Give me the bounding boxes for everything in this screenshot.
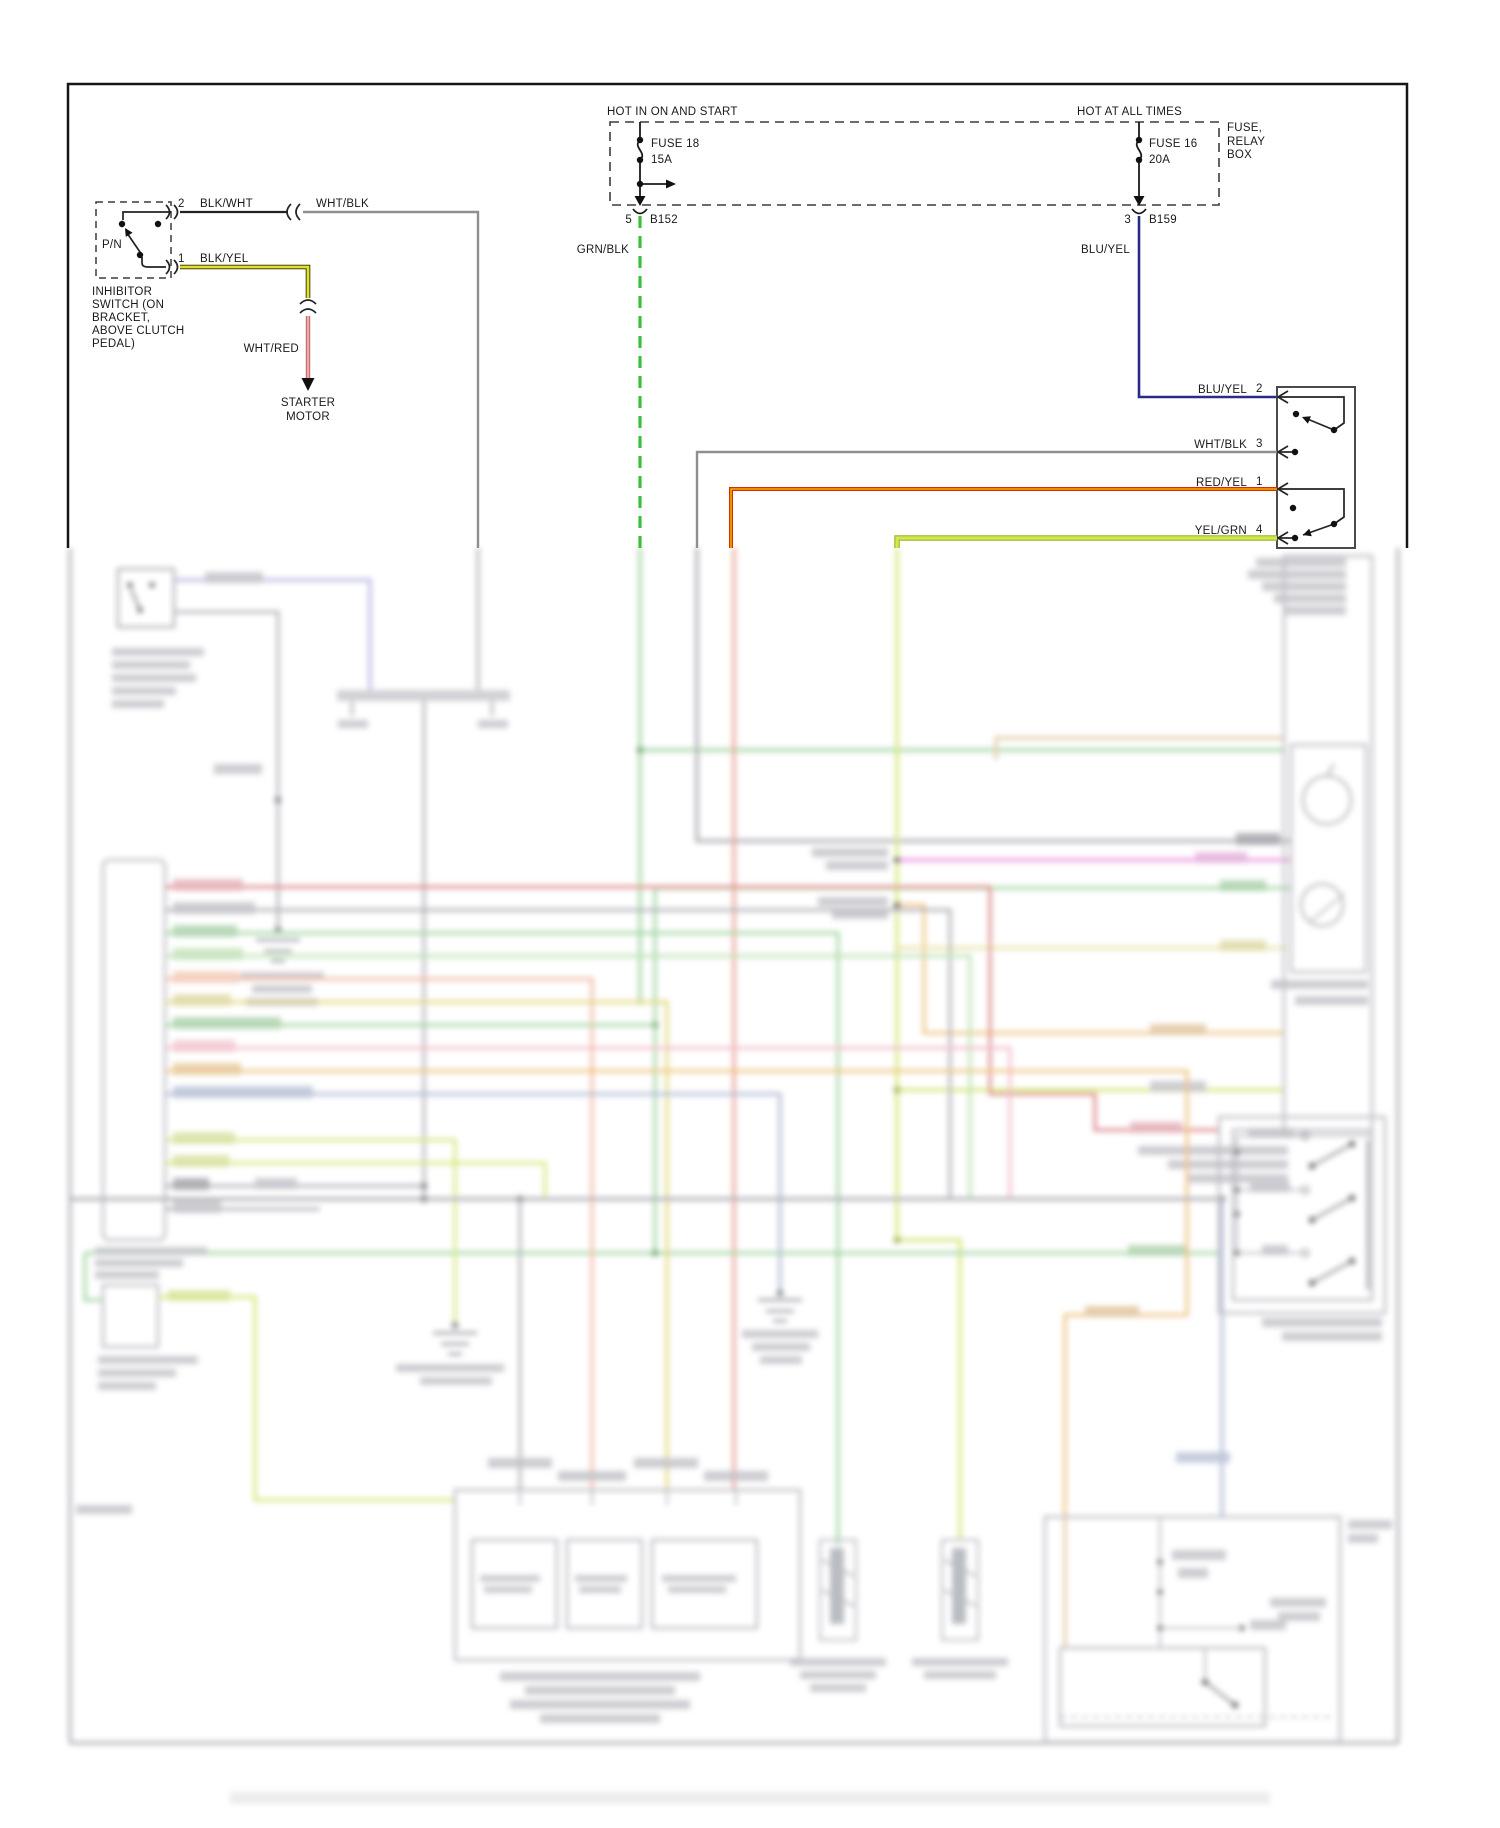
hot-right-label: HOT AT ALL TIMES xyxy=(1077,106,1182,118)
wht-blk-pin-label: WHT/BLK xyxy=(1194,439,1247,451)
wht-blk-pin-number: 3 xyxy=(1256,438,1263,450)
grn-blk-label: GRN/BLK xyxy=(576,244,629,256)
blk-yel-label: BLK/YEL xyxy=(200,253,249,265)
blk-wht-label: BLK/WHT xyxy=(200,198,253,210)
blurred-purple-wire xyxy=(174,580,370,690)
blurred-diagram-region xyxy=(70,548,1398,1804)
blurred-grnblk-cont xyxy=(640,548,1284,1005)
fuse-relay-box-label-2: RELAY xyxy=(1227,136,1266,148)
wht-blk-wire-left xyxy=(303,212,478,548)
blurred-solenoid-left xyxy=(790,1540,886,1692)
blurred-clutch-switch xyxy=(112,569,204,708)
blurred-battery-box xyxy=(1045,1517,1392,1742)
fuse16-rating: 20A xyxy=(1149,154,1171,166)
right-switch-box xyxy=(1277,387,1355,548)
blurred-ecu-box xyxy=(95,860,1219,1545)
ground-symbol xyxy=(758,1290,802,1322)
fuse-relay-box-label-3: BOX xyxy=(1227,149,1253,161)
blurred-footer-band xyxy=(230,1792,1270,1804)
inline-connector-icon xyxy=(287,204,300,220)
yel-grn-wire xyxy=(897,538,1277,548)
connector-b159-id: B159 xyxy=(1149,214,1177,226)
diagram-labels xyxy=(92,106,1265,537)
blu-yel-pin-label: BLU/YEL xyxy=(1197,384,1247,396)
starter-arrow-icon xyxy=(302,378,315,391)
fuse-relay-box-label-1: FUSE, xyxy=(1227,122,1263,134)
hot-left-label: HOT IN ON AND START xyxy=(607,106,738,118)
inline-connector-icon xyxy=(300,300,316,313)
blurred-small-module-box xyxy=(98,1285,455,1500)
pn-position-label: P/N xyxy=(102,239,122,251)
branch-arrow-icon xyxy=(666,180,676,189)
red-yel-pin-number: 1 xyxy=(1256,476,1263,488)
blu-yel-pin-number: 2 xyxy=(1256,383,1263,395)
blu-yel-wire xyxy=(1139,216,1277,397)
blurred-orange-wire xyxy=(897,905,1284,1033)
connector-b152-id: B152 xyxy=(650,214,678,226)
inhibitor-label-1: INHIBITOR xyxy=(92,286,153,298)
red-yel-pin-label: RED/YEL xyxy=(1196,477,1247,489)
wht-blk-label-left: WHT/BLK xyxy=(316,198,369,210)
ground-symbol xyxy=(433,1322,477,1355)
wht-blk-wire-right xyxy=(697,452,1277,548)
starter-motor-label-2: MOTOR xyxy=(286,411,330,423)
inhibitor-label-4: ABOVE CLUTCH xyxy=(92,325,185,337)
wht-red-label: WHT/RED xyxy=(243,343,299,355)
blurred-sensor-box xyxy=(455,1458,800,1723)
inhibitor-label-5: PEDAL) xyxy=(92,338,136,350)
blurred-solenoid-right xyxy=(912,1540,1008,1679)
yel-grn-pin-label: YEL/GRN xyxy=(1194,525,1247,537)
blk-yel-wire xyxy=(180,267,308,298)
blurred-lime-network xyxy=(897,548,1284,1540)
blurred-gray-cluster-wire xyxy=(697,548,1291,841)
yel-grn-pin-number: 4 xyxy=(1256,524,1263,536)
fuse16-name: FUSE 16 xyxy=(1149,138,1198,150)
blu-yel-label: BLU/YEL xyxy=(1080,244,1130,256)
fuse18-name: FUSE 18 xyxy=(651,138,700,150)
inhibitor-label-3: BRACKET, xyxy=(92,312,151,324)
connector-b159-pin: 3 xyxy=(1124,214,1131,226)
starter-motor-label-1: STARTER xyxy=(280,397,336,409)
pin2-number: 2 xyxy=(178,198,185,210)
fuse-relay-box-outline xyxy=(610,122,1219,205)
blurred-cluster-box xyxy=(1284,556,1372,1135)
pin1-number: 1 xyxy=(178,253,185,265)
connector-b152-pin: 5 xyxy=(625,214,632,226)
fuse18-rating: 15A xyxy=(651,154,673,166)
inhibitor-label-2: SWITCH (ON xyxy=(92,299,165,311)
